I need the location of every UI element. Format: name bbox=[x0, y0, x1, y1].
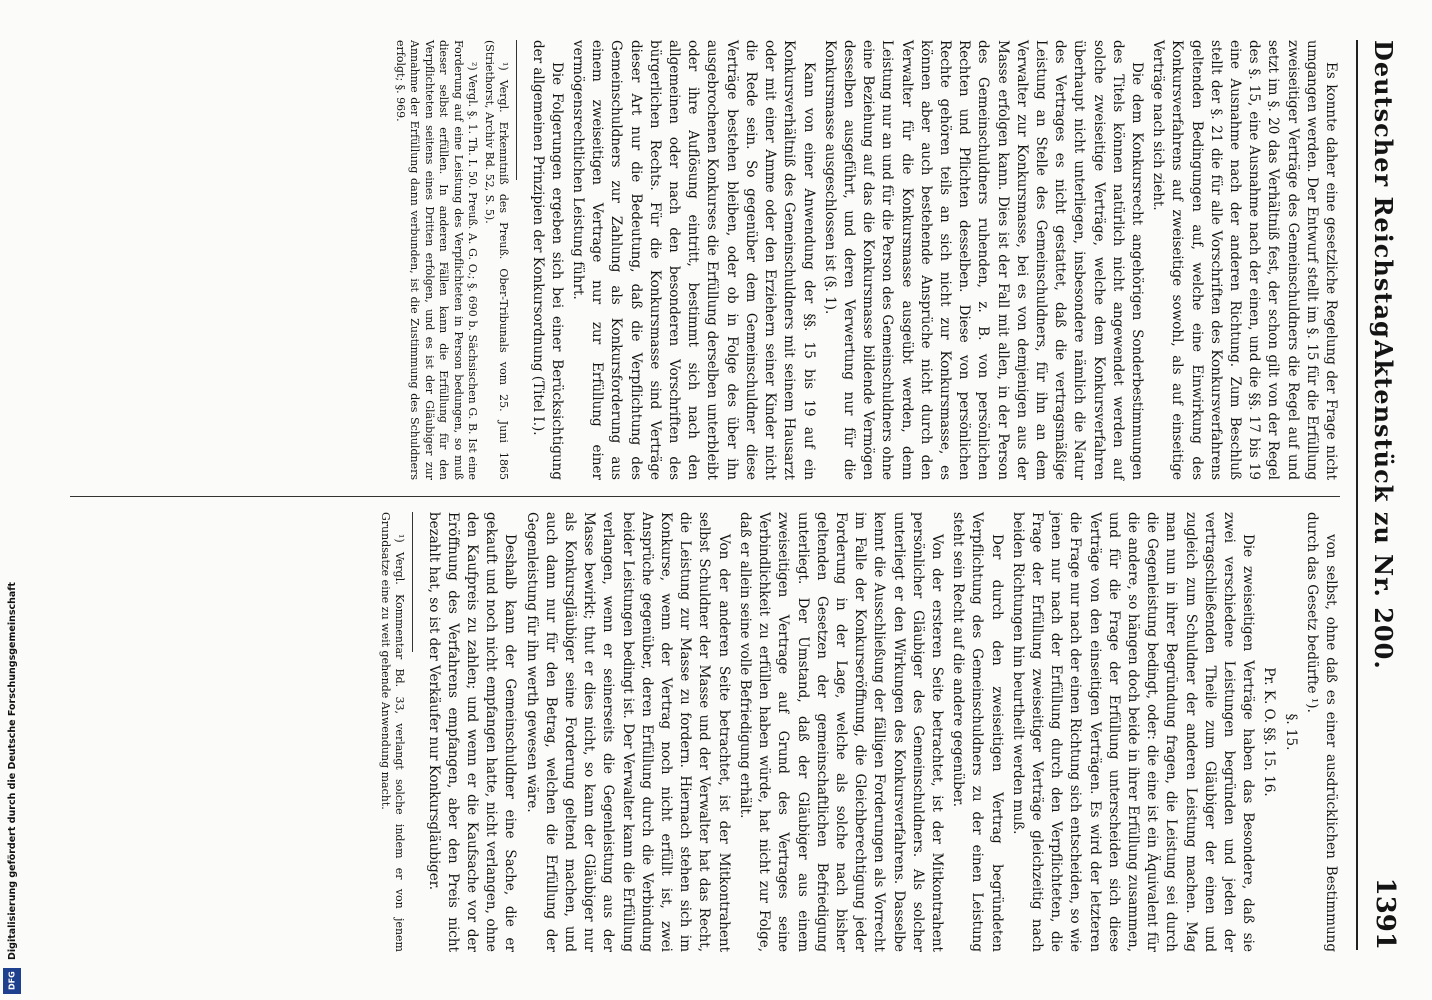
dfg-logo-icon: DFG bbox=[3, 968, 21, 994]
column-divider bbox=[70, 496, 1340, 497]
right-footnote-1: ¹) Vergl. Kommentar Bd. 33, verlangt solche indem er von jenem Grundsatze eine zu weit gehende Anwendung macht. bbox=[378, 512, 407, 952]
right-paragraph-4: Von der anderen Seite betrachtet, ist der Mitkontrahent selbst Schuldner der Masse und der Verwalter hat das Recht, die Leistung zur Masse zu fordern. Hiernach stehen sich im Konkurse, wenn der Vertrag noch nicht erfüllt ist, zwei Ansprüche gegenüber, deren Erfüllung durch die Verbindung beider Leistungen bedingt ist. Der Verwalter kann die Erfüllung verlangen, wenn er seinerseits die Gegenleistung aus der Masse bewirkt; thut er dies nicht, so kann der Gläubiger nur als Konkursgläubiger seine Forderung geltend machen, und auch dann nur für den Betrag, welchen die Erfüllung der Gegenleistung für ihn werth gewesen wäre. bbox=[523, 512, 732, 952]
right-paragraph-3: Von der ersteren Seite betrachtet, ist der Mitkontrahent persönlicher Gläubiger des Gemeinschuldners. Als solcher unterliegt er den Wirkungen des Konkursverfahrens. Dasselbe kennt die Ausschließung der fälligen Forderungen als Vorrecht im Falle der Konkurseröffnung, die Gleichberechtigung jeder Forderung in der Lage, welche als solche nach bisher geltenden Gesetzen der gemeinschaftlichen Befriedigung unterliegt. Der Umstand, daß der Gläubiger aus einem zweiseitigen Vertrage auf Grund des Vertrages seine Verbindlichkeit zu erfüllen haben würde, hat nicht zur Folge, daß er allein seine volle Befriedigung erhält. bbox=[736, 512, 945, 952]
left-footnote-2: ²) Vergl. §. 1. Th. I. 50. Preuß. A. G. O.; §. 690 b. Sächsischen G. B. Ist eine Forderung auf eine Leistung des Verpflichteten in Person bedungen, so muß dieser selbst erfüllen. In anderen Fällen kann die Erfüllung für den Verpflichteten seitens eines Dritten erfolgen, und es ist der Gläubiger zur Annahme der Erfüllung dann verbunden, ist die Zustimmung des Schuldners erfolgt; §. 969. bbox=[393, 40, 480, 480]
header-publication: Deutscher Reichstag. bbox=[1369, 40, 1398, 349]
left-paragraph-2: Die dem Konkursrecht angehörigen Sonderbestimmungen des Titels können natürlich nicht angewendet werden auf solche zweiseitige Verträge, welche dem Konkursverfahren überhaupt nicht unterliegen, insbesondere nämlich die Natur des Vertrages es nicht gestattet, daß die vertragsmäßige Leistung an Stelle des Gemeinschuldners, für ihn an dem Verwalter zur Konkursmasse, bei es von demjenigen aus der Masse erfolgen kann. Dies ist der Fall mit allen, in der Person des Gemeinschuldners ruhenden, z. B. von persönlichen Rechten und Pflichten desselben. Diese von persönlichen Rechte gehören teils an sich nicht zur Konkursmasse, es können aber auch bestehende Ansprüche nicht durch den Verwalter für die Konkursmasse ausgeübt werden, denn Leistung nur an und für die Person des Gemeinschuldners ohne eine Beziehung auf das die Konkursmasse bildende Vermögen desselben ausgeführt, und deren Verwertung nur für die Konkursmasse ausgeschlossen ist (§. 1). bbox=[821, 40, 1145, 480]
header-document: Aktenstück zu Nr. 200. bbox=[1369, 340, 1398, 670]
footnote-divider bbox=[412, 512, 413, 652]
left-paragraph-4: Die Folgerungen ergeben sich bei einer Berücksichtigung der allgemeinen Prinzipien der Konkursordnung (Titel I.). bbox=[529, 40, 565, 480]
page-header bbox=[1356, 40, 1404, 950]
footnote-divider bbox=[516, 40, 517, 180]
right-paragraph-1: Die zweiseitigen Verträge haben das Besondere, daß sie zwei verschiedene Leistungen begründen und jeden der vertragschließenden Theile zum Gläubiger der einen und zugleich zum Schuldner der anderen Leistung machen. Mag man nun in ihrer Begründung fragen, die Leistung sei durch die Gegenleistung bedingt, oder: die eine ist ein Äquivalent für die andere, so hängen doch beide in ihrer Erfüllung zusammen, und für die Frage der Erfüllung unterscheiden sich diese Verträge von den einseitigen Verträgen. Es wird der letzteren die Frage nur nach der einen Richtung sich entscheiden, so wie jenen nur nach der Erfüllung durch den Verpflichteten, die Frage der Erfüllung zweiseitiger Verträge gleichzeitig nach beiden Richtungen hin beurtheilt werden muß. bbox=[1009, 512, 1257, 952]
page-number: 1391 bbox=[1370, 877, 1400, 950]
left-paragraph-3: Kann von einer Anwendung der §§. 15 bis 19 auf ein Konkursverhältniß des Gemeinschuldners mit seinem Hausarzt oder mit einer Amme oder den Erziehern seiner Kinder nicht die Rede sein. So gegenüber dem Gemeinschuldner diese Verträge bestehen bleiben, oder ob in Folge des über ihn ausgebrochenen Konkurses die Erfüllung derselben unterbleibt oder ihre Auflösung eintritt, bestimmt sich nach den allgemeinen oder nach den besonderen Vorschriften des bürgerlichen Rechts. Für die Konkursmasse sind Verträge dieser Art nur die Bedeutung, daß die Verpflichtung des Gemeinschuldners zur Zahlung als Konkursforderung aus einem zweiseitigen Vertrage nur zur Erfüllung einer vermögensrechtlichen Leistung führt. bbox=[570, 40, 817, 480]
section-heading: §. 15. bbox=[1282, 713, 1299, 751]
left-footnote-1: ¹) Vergl. Erkenntniß des Preuß. Ober-Tribunals vom 25. Juni 1865 (Striethorst, Archiv Bd. 52, S. 5). bbox=[482, 40, 511, 480]
funding-strip bbox=[0, 0, 24, 1000]
right-column bbox=[375, 512, 1340, 952]
right-paragraph-2: Der durch den zweiseitigen Vertrag begründeten Verpflichtung des Gemeinschuldners zu der einen Leistung steht sein Recht auf die andere gegenüber. bbox=[950, 512, 1005, 952]
section-reference: Pr. K. O. §§. 15. 16. bbox=[1261, 667, 1278, 797]
left-column bbox=[390, 40, 1340, 480]
left-paragraph-1: Es konnte daher eine gesetzliche Regelung der Frage nicht umgangen werden. Der Entwurf stellt im §. 15 für die Erfüllung zweiseitiger Verträge des Gemeinschuldners die Regel auf und setzt im §. 20 das Verhältniß fest, der schon gilt von der Regel des §. 15, eine Ausnahme nach der einen, und die §§. 17 bis 19 eine Ausnahme nach der anderen Richtung. Zum Beschluß stellt der §. 21 die für alle Vorschriften des Konkursverfahrens geltenden Bedingungen auf, welche eine Einwirkung des Konkursverfahrens auf zweiseitige sowohl, als auf einseitige Verträge nach sich zieht. bbox=[1150, 40, 1339, 480]
right-intro: von selbst, ohne daß es einer ausdrücklichen Bestimmung durch das Gesetz bedürfte ¹). bbox=[1303, 512, 1339, 952]
funding-note: Digitalisierung gefördert durch die Deutsche Forschungsgemeinschaft bbox=[7, 582, 18, 960]
right-paragraph-5: Deshalb kann der Gemeinschuldner eine Sache, die er gekauft und noch nicht empfangen hatte, nicht verlangen, ohne den Kaufpreis zu zahlen; und wenn er die Kaufsache vor der Eröffnung des Verfahrens empfangen, aber den Preis nicht bezahlt hat, so ist der Verkäufer nur Konkursgläubiger. bbox=[425, 512, 519, 952]
